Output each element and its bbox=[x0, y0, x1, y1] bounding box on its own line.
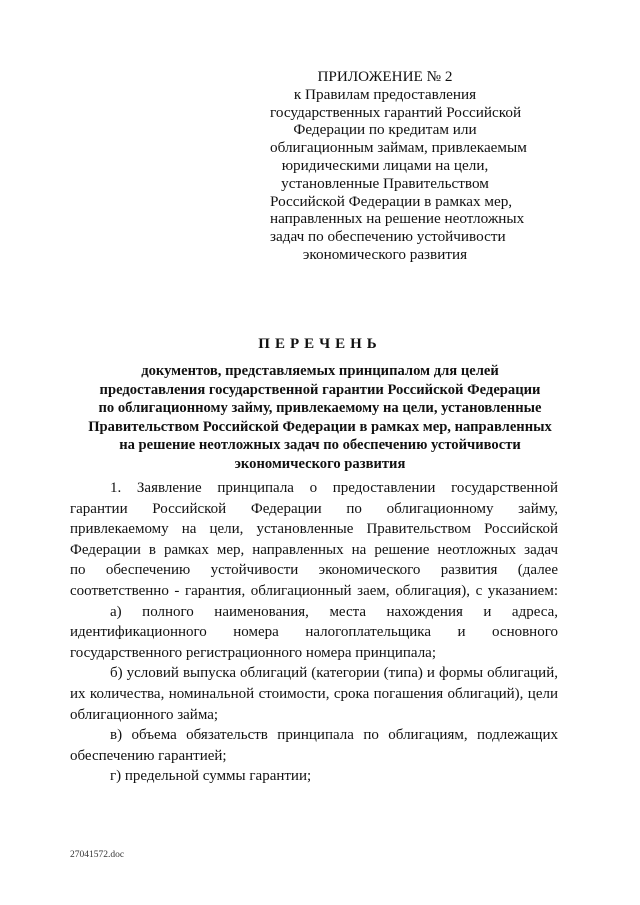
subtitle-line: Правительством Российской Федерации в рамках мер, направленных bbox=[88, 418, 552, 435]
subtitle-line: на решение неотложных задач по обеспечению устойчивости bbox=[119, 437, 521, 454]
subtitle-line: документов, представляемых принципалом для целей bbox=[141, 363, 499, 379]
appendix-line: Федерации по кредитам или bbox=[293, 121, 477, 139]
body-line: соответственно - гарантия, облигационный заем, облигация), с указанием: bbox=[70, 582, 558, 599]
body-line: б) условий выпуска облигаций (категории (типа) и формы облигаций, bbox=[110, 665, 558, 682]
document-body bbox=[70, 478, 558, 787]
body-line: 1. Заявление принципала о предоставлении государственной bbox=[110, 480, 558, 496]
file-name-footer: 27041572.doc bbox=[70, 850, 125, 860]
body-line: по обеспечению устойчивости экономического развития (далее bbox=[70, 562, 558, 579]
body-line: привлекаемому на цели, установленные Правительством Российской bbox=[70, 521, 558, 538]
body-line: обеспечению гарантией; bbox=[70, 747, 227, 764]
appendix-line: ПРИЛОЖЕНИЕ № 2 bbox=[317, 68, 453, 85]
appendix-line: государственных гарантий Российской bbox=[270, 103, 522, 121]
appendix-line: облигационным займам, привлекаемым bbox=[270, 139, 527, 157]
subtitle-line: экономического развития bbox=[234, 455, 406, 472]
appendix-line: Российской Федерации в рамках мер, bbox=[270, 192, 513, 210]
body-line: в) объема обязательств принципала по облигациям, подлежащих bbox=[110, 727, 558, 744]
appendix-header bbox=[270, 68, 527, 264]
subtitle-line: по облигационному займу, привлекаемому на цели, установленные bbox=[98, 400, 542, 417]
appendix-line: направленных на решение неотложных bbox=[270, 210, 525, 228]
subtitle-line: предоставления государственной гарантии Российской Федерации bbox=[99, 381, 541, 398]
appendix-line: установленные Правительством bbox=[281, 174, 489, 192]
body-line: г) предельной суммы гарантии; bbox=[110, 768, 312, 785]
appendix-line: к Правилам предоставления bbox=[293, 85, 477, 103]
body-line: гарантии Российской Федерации по облигационному займу, bbox=[70, 500, 558, 517]
document-subtitle bbox=[60, 362, 580, 474]
appendix-line: экономического развития bbox=[302, 245, 468, 263]
appendix-line: юридическими лицами на цели, bbox=[281, 156, 489, 174]
body-line: Федерации в рамках мер, направленных на решение неотложных задач bbox=[70, 541, 558, 558]
appendix-line: задач по обеспечению устойчивости bbox=[270, 228, 506, 246]
document-title: ПЕРЕЧЕНЬ bbox=[258, 336, 382, 352]
body-line: государственного регистрационного номера принципала; bbox=[70, 644, 436, 661]
body-line: а) полного наименования, места нахождения и адреса, bbox=[110, 603, 558, 620]
body-line: облигационного займа; bbox=[70, 706, 219, 723]
body-line: идентификационного номера налогоплательщика и основного bbox=[70, 624, 558, 641]
body-line: их количества, номинальной стоимости, срока погашения облигаций), цели bbox=[70, 685, 558, 702]
